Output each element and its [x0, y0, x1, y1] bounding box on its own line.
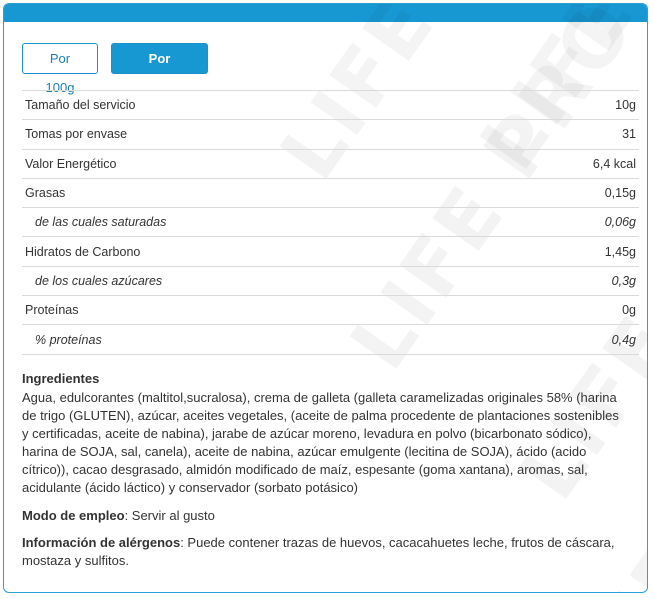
table-row: [22, 149, 639, 178]
allergen-text: : Puede contener trazas de huevos, cacacahuetes leche, frutos de cáscara, mostaza y sulfitos.: [22, 535, 615, 568]
ingredients-text: Agua, edulcorantes (maltitol,sucralosa), crema de galleta (galleta caramelizadas originales 58% (harina de trigo (GLUTEN), azúcar, aceites vegetales, (aceite de palma procedente de plantaciones sostenibles y certificadas, aceite de nabina), jarabe de azúcar moreno, levadura en polvo (bicarbonato sódico), harina de SOJA, sal, canela), aceite de nabina, azúcar emulgente (lecitina de SOJA), ácido (acido cítrico)), cacao desgrasado, almidón modificado de maíz, espesante (goma xantana), aromas, sal, acidulante (ácido láctico) y conservador (sorbato potásico): [22, 390, 619, 495]
nutrient-value: 0,06g: [604, 215, 636, 230]
nutrient-value: 0,3g: [611, 273, 636, 288]
nutrient-label: % proteínas: [35, 332, 102, 347]
table-row: [22, 237, 639, 266]
usage-info: [22, 507, 622, 525]
nutrition-table: [22, 90, 639, 355]
nutrient-value: 31: [622, 127, 636, 142]
nutrition-panel: [3, 3, 648, 593]
allergen-label: Información de alérgenos: [22, 535, 181, 550]
allergen-info: [22, 534, 622, 570]
table-row: [22, 208, 639, 237]
table-row: [22, 325, 639, 354]
nutrient-label: de las cuales saturadas: [35, 215, 167, 230]
table-row: [22, 296, 639, 325]
nutrient-value: 6,4 kcal: [592, 156, 636, 171]
tab-per-100g[interactable]: Por 100g: [22, 43, 98, 74]
nutrient-label: Tamaño del servicio: [25, 98, 136, 113]
nutrient-value: 1,45g: [604, 244, 636, 259]
nutrient-label: Tomas por envase: [25, 127, 128, 142]
table-row: [22, 178, 639, 207]
ingredients-heading: Ingredientes: [22, 371, 100, 386]
tab-per-serving[interactable]: Por servicio: [111, 43, 208, 74]
nutrient-label: Grasas: [25, 186, 66, 201]
nutrient-value: 0,15g: [604, 186, 636, 201]
nutrient-label: Hidratos de Carbono: [25, 244, 141, 259]
table-row: [22, 266, 639, 295]
portion-tabs: [22, 43, 208, 95]
nutrient-label: Proteínas: [25, 303, 79, 318]
nutrient-value: 10g: [615, 98, 636, 113]
nutrient-value: 0,4g: [611, 332, 636, 347]
table-row: [22, 120, 639, 149]
panel-top-bar: [4, 4, 647, 22]
nutrient-label: Valor Energético: [25, 156, 117, 171]
nutrient-value: 0g: [622, 303, 636, 318]
usage-text: : Servir al gusto: [124, 508, 215, 523]
nutrient-label: de los cuales azúcares: [35, 273, 163, 288]
table-row: [22, 91, 639, 120]
usage-label: Modo de empleo: [22, 508, 125, 523]
